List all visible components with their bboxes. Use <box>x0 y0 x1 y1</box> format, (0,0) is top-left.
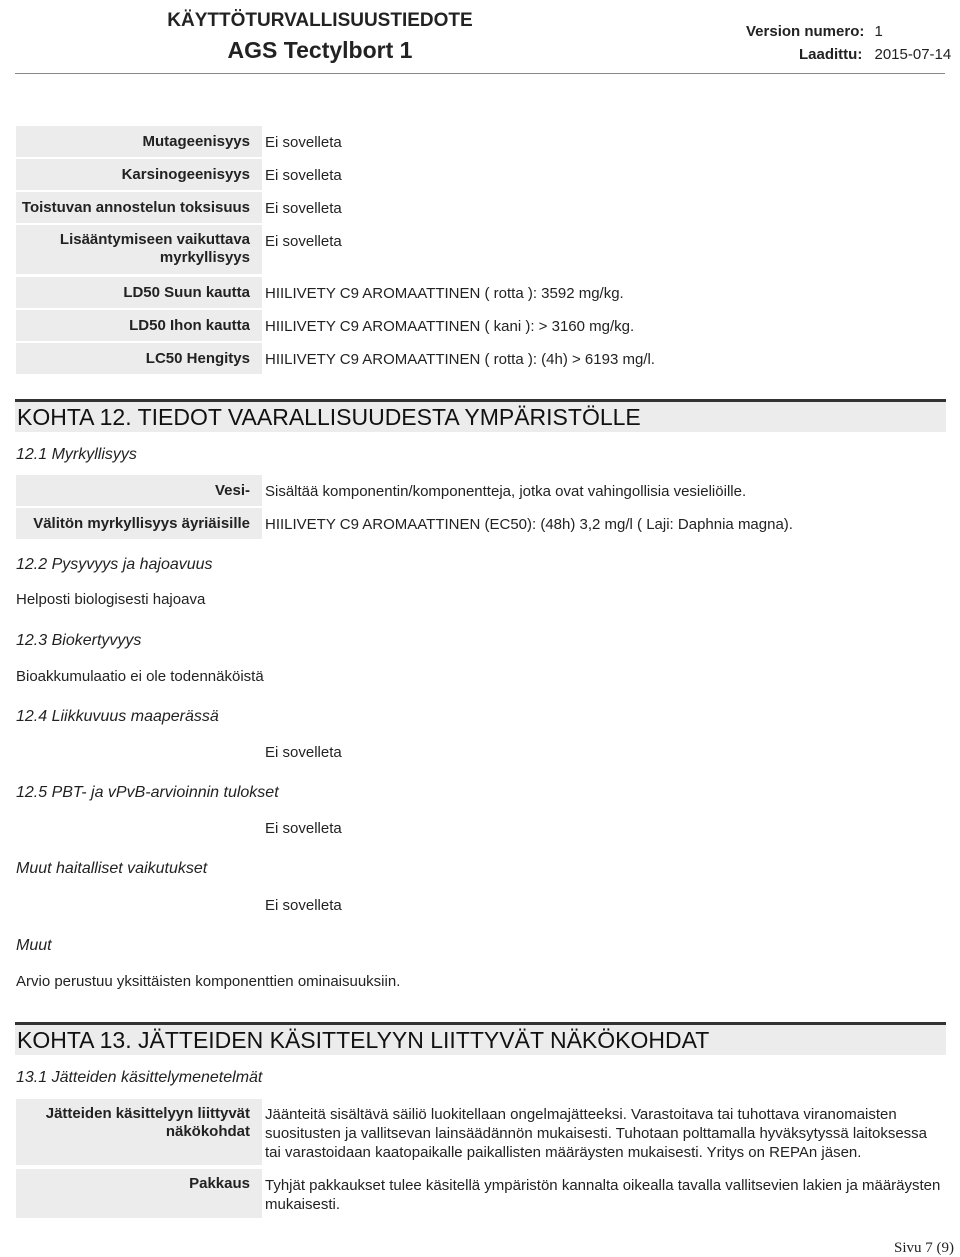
tox-label-repeated-dose: Toistuvan annostelun toksisuus <box>16 192 262 223</box>
subsection-12-3-text: Bioakkumulaatio ei ole todennäköistä <box>16 668 264 685</box>
date-value: 2015-07-14 <box>874 46 952 63</box>
version-value: 1 <box>874 23 883 40</box>
subsection-12-2-text: Helposti biologisesti hajoava <box>16 591 206 608</box>
toxicity-label-water: Vesi- <box>16 475 262 506</box>
page-number: Sivu 7 (9) <box>894 1240 954 1256</box>
product-name: AGS Tectylbort 1 <box>227 37 413 63</box>
tox-value-ld50-oral: HIILIVETY C9 AROMAATTINEN ( rotta ): 3592 mg/kg. <box>265 285 624 302</box>
section-12-heading: KOHTA 12. TIEDOT VAARALLISUUDESTA YMPÄRISTÖLLE <box>15 399 946 432</box>
tox-label-ld50-oral: LD50 Suun kautta <box>16 277 262 308</box>
subsection-other-title: Muut <box>16 937 52 954</box>
toxicity-value-water: Sisältää komponentin/komponentteja, jotka ovat vahingollisia vesieliöille. <box>265 483 747 500</box>
header-divider <box>15 73 945 74</box>
subsection-12-5-text: Ei sovelleta <box>265 820 342 837</box>
tox-label-mutagenicity: Mutageenisyys <box>16 126 262 157</box>
tox-value-repeated-dose: Ei sovelleta <box>265 200 342 217</box>
waste-value-packaging: Tyhjät pakkaukset tulee käsitellä ympäristön kannalta oikealla tavalla vallitsevien lakien ja määräysten mukaisesti. <box>265 1177 941 1213</box>
document-title: KÄYTTÖTURVALLISUUSTIEDOTE <box>167 10 473 31</box>
tox-label-lc50-inhalation: LC50 Hengitys <box>16 343 262 374</box>
waste-value-handling: Jäänteitä sisältävä säiliö luokitellaan ongelmajätteeksi. Varastoitava tai tuhottava viranomaisten suositusten ja vallitsevan lainsäädännön mukaisesti. Tuhotaan polttamalla hyväksytyssä laitoksessa tai varastoidaan kaatopaikalle paikallisten määräysten mukaisesti. Yritys on REPAn jäsen. <box>265 1106 928 1161</box>
tox-value-lc50-inhalation: HIILIVETY C9 AROMAATTINEN ( rotta ): (4h) > 6193 mg/l. <box>265 351 655 368</box>
tox-label-ld50-dermal: LD50 Ihon kautta <box>16 310 262 341</box>
waste-label-packaging: Pakkaus <box>16 1169 262 1218</box>
document-header <box>0 0 960 80</box>
date-label: Laadittu: <box>799 46 863 63</box>
subsection-12-3-title: 12.3 Biokertyvyys <box>16 632 142 649</box>
toxicity-label-crustaceans: Välitön myrkyllisyys äyriäisille <box>16 508 262 539</box>
tox-label-reproductive: Lisääntymiseen vaikuttava myrkyllisyys <box>16 225 262 274</box>
subsection-12-2-title: 12.2 Pysyvyys ja hajoavuus <box>16 556 213 573</box>
version-label: Version numero: <box>746 23 865 40</box>
subsection-12-1-title: 12.1 Myrkyllisyys <box>16 446 137 463</box>
version-info <box>746 23 883 40</box>
tox-label-carcinogenicity: Karsinogeenisyys <box>16 159 262 190</box>
toxicity-value-crustaceans: HIILIVETY C9 AROMAATTINEN (EC50): (48h) 3,2 mg/l ( Laji: Daphnia magna). <box>265 516 793 533</box>
waste-label-handling: Jätteiden käsittelyyn liittyvät näkökohdat <box>16 1099 262 1165</box>
tox-value-mutagenicity: Ei sovelleta <box>265 134 342 151</box>
section-13-heading: KOHTA 13. JÄTTEIDEN KÄSITTELYYN LIITTYVÄT NÄKÖKOHDAT <box>15 1022 946 1055</box>
tox-value-carcinogenicity: Ei sovelleta <box>265 167 342 184</box>
subsection-other-text: Arvio perustuu yksittäisten komponenttien ominaisuuksiin. <box>16 973 401 990</box>
subsection-other-effects-text: Ei sovelleta <box>265 897 342 914</box>
subsection-12-4-text: Ei sovelleta <box>265 744 342 761</box>
subsection-12-5-title: 12.5 PBT- ja vPvB-arvioinnin tulokset <box>16 784 279 801</box>
tox-value-reproductive: Ei sovelleta <box>265 233 342 250</box>
subsection-13-1-title: 13.1 Jätteiden käsittelymenetelmät <box>16 1069 263 1086</box>
subsection-other-effects-title: Muut haitalliset vaikutukset <box>16 860 208 877</box>
date-info <box>799 46 951 63</box>
subsection-12-4-title: 12.4 Liikkuvuus maaperässä <box>16 708 219 725</box>
tox-value-ld50-dermal: HIILIVETY C9 AROMAATTINEN ( kani ): > 3160 mg/kg. <box>265 318 635 335</box>
